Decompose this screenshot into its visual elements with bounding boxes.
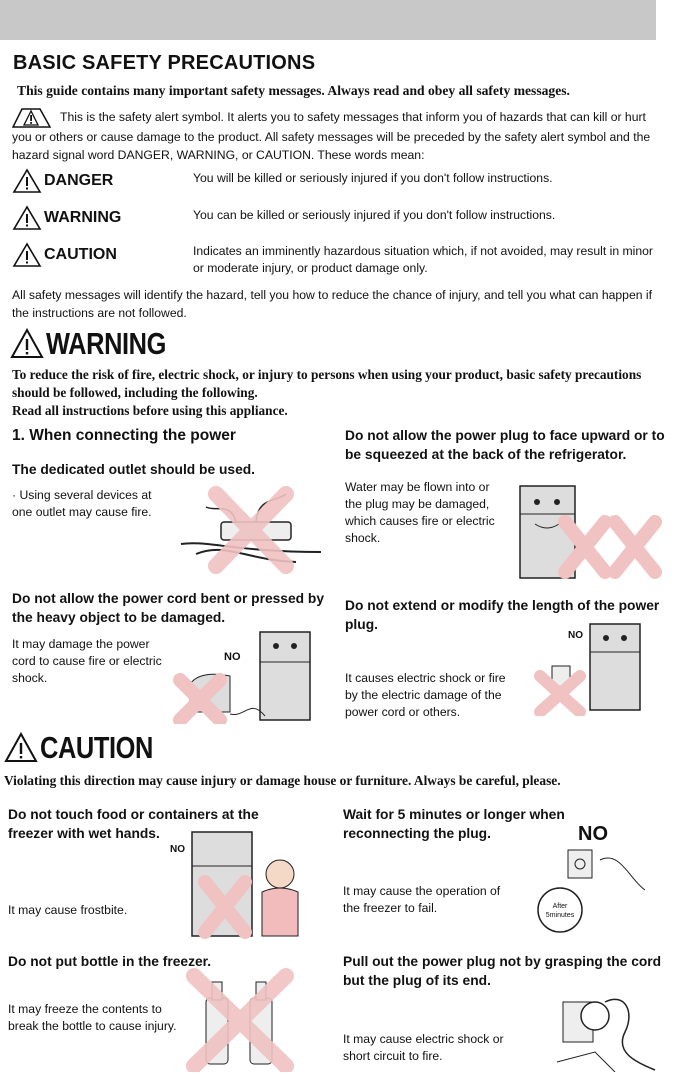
timer-plug-illustration [520,820,650,940]
warning-word: WARNING [46,326,166,361]
timer-label-after: After [552,903,568,910]
signal-danger [12,168,113,194]
pull-plug-illustration [555,982,660,1072]
safety-alert-icon [12,205,44,231]
symbol-paragraph [12,108,652,164]
section-heading: 1. When connecting the power [12,427,236,444]
header-bar [0,0,656,40]
signal-word: WARNING [44,209,122,227]
item-title: Pull out the power plug not by grasping the cord but the plug of its end. [343,954,662,988]
refrigerator-illustration [515,482,665,582]
item-title: Do not put bottle in the freezer. [8,954,212,969]
item-text: It may freeze the contents to break the bottle to cause injury. [8,1002,177,1033]
safety-alert-icon [12,168,44,194]
item-title: The dedicated outlet should be used. [12,462,256,477]
item-text: It may damage the power cord to cause fire or electric shock. [12,637,162,685]
item-text: · Using several devices at one outlet may cause fire. [12,488,152,519]
item-text: It may cause electric shock or short circuit to fire. [343,1032,504,1063]
item-text: It causes electric shock or fire by the electric damage of the power cord or others. [345,671,506,719]
item-title: Do not allow the power cord bent or pressed by the heavy object to be damaged. [12,591,324,625]
signal-description: Indicates an imminently hazardous situation which, if not avoided, may result in minor or moderate injury, or product damage only. [193,244,653,275]
intro-text: This guide contains many important safety messages. Always read and obey all safety messages. [17,83,570,98]
safety-alert-icon [10,328,46,360]
item-title: Wait for 5 minutes or longer when reconnecting the plug. [343,807,565,841]
warning-heading [10,326,192,362]
cord-pressed-illustration [170,628,330,724]
item-title: Do not allow the power plug to face upward or to be squeezed at the back of the refrigerator. [345,428,665,462]
signal-word: DANGER [44,172,114,190]
signal-description: You can be killed or seriously injured if you don't follow instructions. [193,208,556,222]
warning-paragraph-line1: To reduce the risk of fire, electric shock, or injury to persons when using your product, basic safety precautions should be followed, including the following. [12,367,642,400]
extension-plug-illustration [530,616,660,716]
item-text: Water may be flown into or the plug may be damaged, which causes fire or electric shock. [345,480,495,545]
warning-paragraph-line2: Read all instructions before using this appliance. [12,403,288,418]
warning-paragraph [12,366,662,420]
safety-alert-icon [12,242,44,268]
no-label: NO [568,630,583,641]
no-label: NO [224,651,241,663]
page-title: BASIC SAFETY PRECAUTIONS [13,52,316,74]
item-title: Do not extend or modify the length of the power plug. [345,598,660,632]
all-messages-text: All safety messages will identify the hazard, tell you how to reduce the chance of injury, and tell you what can happen if the instructions are not followed. [12,288,652,320]
caution-word: CAUTION [40,730,153,765]
caution-paragraph: Violating this direction may cause injury or damage house or furniture. Always be careful, please. [4,773,561,788]
no-label: NO [170,844,185,855]
no-label: NO [578,823,608,845]
power-strip-illustration [176,482,326,574]
signal-description: You will be killed or seriously injured if you don't follow instructions. [193,171,553,185]
safety-alert-icon [4,732,40,764]
signal-word: CAUTION [44,246,117,264]
item-text: It may cause the operation of the freezer to fail. [343,884,501,915]
timer-label-minutes: 5minutes [545,912,575,919]
symbol-paragraph-text: This is the safety alert symbol. It alerts you to safety messages that inform you of hazards that can kill or hurt you or others or cause damage to the product. All safety messages will be preceded by the safety alert symbol and the hazard signal word DANGER, WARNING, or CAUTION. These words mean: [12,110,651,162]
item-title: Do not touch food or containers at the freezer with wet hands. [8,807,259,841]
wet-hands-illustration [150,822,320,940]
caution-heading [4,730,178,766]
item-text: It may cause frostbite. [8,903,128,917]
bottle-illustration [186,968,296,1072]
signal-caution [12,242,117,268]
signal-warning [12,205,121,231]
safety-alert-icon [12,108,56,128]
